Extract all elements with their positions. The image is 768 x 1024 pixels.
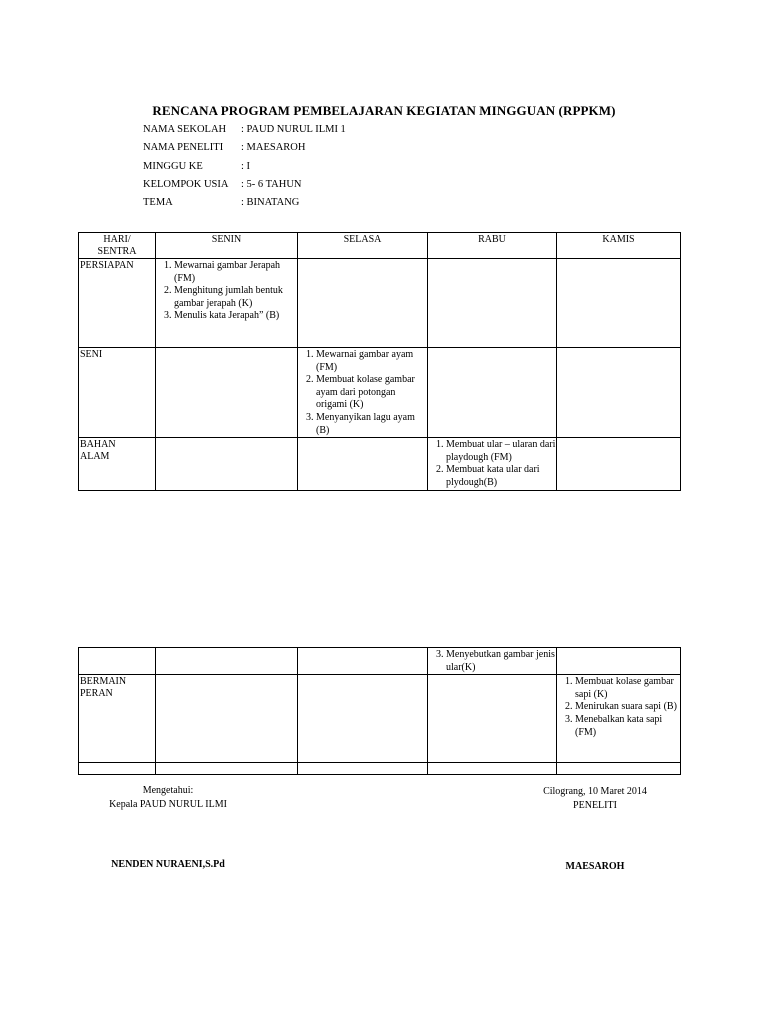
info-row-researcher [143,142,346,160]
cell-empty [428,259,557,348]
acknowledged-label: Mengetahui: [142,785,194,796]
list-item: 1. Mewarnai gambar ayam (FM) [316,349,427,374]
cell-rabu-continued [428,648,557,675]
info-value: : 5- 6 TAHUN [241,178,302,190]
cell-senin-persiapan [156,259,298,348]
activity-list [557,676,680,739]
table-row-empty [79,763,681,775]
weekly-plan-table [78,232,681,491]
cell-empty [298,259,428,348]
activity-list [156,260,297,323]
info-row-school [143,124,346,142]
signature-right [500,786,690,811]
researcher-name: MAESAROH [565,861,625,872]
header-senin: SENIN [156,233,298,259]
info-row-age-group [143,179,346,197]
signature-left [78,785,258,810]
cell-empty [156,675,298,763]
info-row-theme [143,197,346,215]
cell-empty [557,648,681,675]
activity-list [298,349,427,437]
header-kamis: KAMIS [557,233,681,259]
cell-empty [298,763,428,775]
list-item: 1. Membuat ular – ularan dari playdough (FM) [446,439,556,464]
researcher-title: PENELITI [573,800,617,811]
list-item: 3. Menulis kata Jerapah” (B) [174,310,297,323]
info-label: MINGGU KE [143,160,203,172]
cell-rabu-bahan-alam [428,438,557,490]
cell-empty [298,648,428,675]
table-header-row [79,233,681,259]
list-item: 3. Menyebutkan gambar jenis ular(K) [446,649,556,674]
info-label: KELOMPOK USIA [143,178,229,190]
cell-empty [557,438,681,490]
list-item: 2. Menghitung jumlah bentuk gambar jerapah (K) [174,285,297,310]
cell-empty [156,348,298,438]
table-row-bermain-peran [79,675,681,763]
info-label: NAMA SEKOLAH [143,124,227,135]
cell-empty [557,259,681,348]
row-label-line: BAHAN [80,439,116,451]
row-label-bermain-peran [79,675,156,763]
header-hari: HARI/ [103,234,131,245]
activity-list [428,439,556,489]
info-value: : PAUD NURUL ILMI 1 [241,124,346,135]
info-value: : I [241,160,251,172]
info-row-week [143,161,346,179]
document-title: RENCANA PROGRAM PEMBELAJARAN KEGIATAN MINGGUAN (RPPKM) [152,103,616,118]
table-row-persiapan [79,259,681,348]
cell-empty [428,763,557,775]
cell-empty [79,648,156,675]
list-item: 2. Membuat kata ular dari plydough(B) [446,464,556,489]
header-hari-sentra [79,233,156,259]
info-value: : BINATANG [241,197,300,209]
cell-empty [557,763,681,775]
cell-empty [298,675,428,763]
row-label-persiapan: PERSIAPAN [79,259,156,348]
cell-empty [156,438,298,490]
header-selasa: SELASA [298,233,428,259]
school-info [143,124,346,215]
row-label-line: PERAN [80,688,113,700]
table-row-seni [79,348,681,438]
list-item: 2. Membuat kolase gambar ayam dari potongan origami (K) [316,374,427,412]
principal-title: Kepala PAUD NURUL ILMI [109,799,227,810]
cell-empty [428,348,557,438]
header-sentra: SENTRA [97,246,137,257]
list-item: 3. Menebalkan kata sapi (FM) [575,714,680,739]
info-label: TEMA [143,197,173,209]
cell-empty [156,763,298,775]
activity-list [428,649,556,674]
weekly-plan-table-continued [78,647,681,775]
info-value: : MAESAROH [241,142,306,154]
row-label-line: BERMAIN [80,676,127,688]
row-label-bahan-alam [79,438,156,490]
cell-empty [298,438,428,490]
table-row-continued [79,648,681,675]
row-label-line: ALAM [80,451,110,463]
list-item: 2. Menirukan suara sapi (B) [575,701,680,714]
list-item: 3. Menyanyikan lagu ayam (B) [316,412,427,437]
info-label: NAMA PENELITI [143,142,224,154]
cell-kamis-bermain-peran [557,675,681,763]
cell-empty [557,348,681,438]
place-date: Cilograng, 10 Maret 2014 [543,786,647,797]
cell-empty [79,763,156,775]
cell-empty [156,648,298,675]
cell-empty [428,675,557,763]
principal-name: NENDEN NURAENI,S.Pd [111,859,225,870]
row-label-seni: SENI [79,348,156,438]
cell-selasa-seni [298,348,428,438]
list-item: 1. Membuat kolase gambar sapi (K) [575,676,680,701]
list-item: 1. Mewarnai gambar Jerapah (FM) [174,260,297,285]
header-rabu: RABU [428,233,557,259]
table-row-bahan-alam [79,438,681,490]
